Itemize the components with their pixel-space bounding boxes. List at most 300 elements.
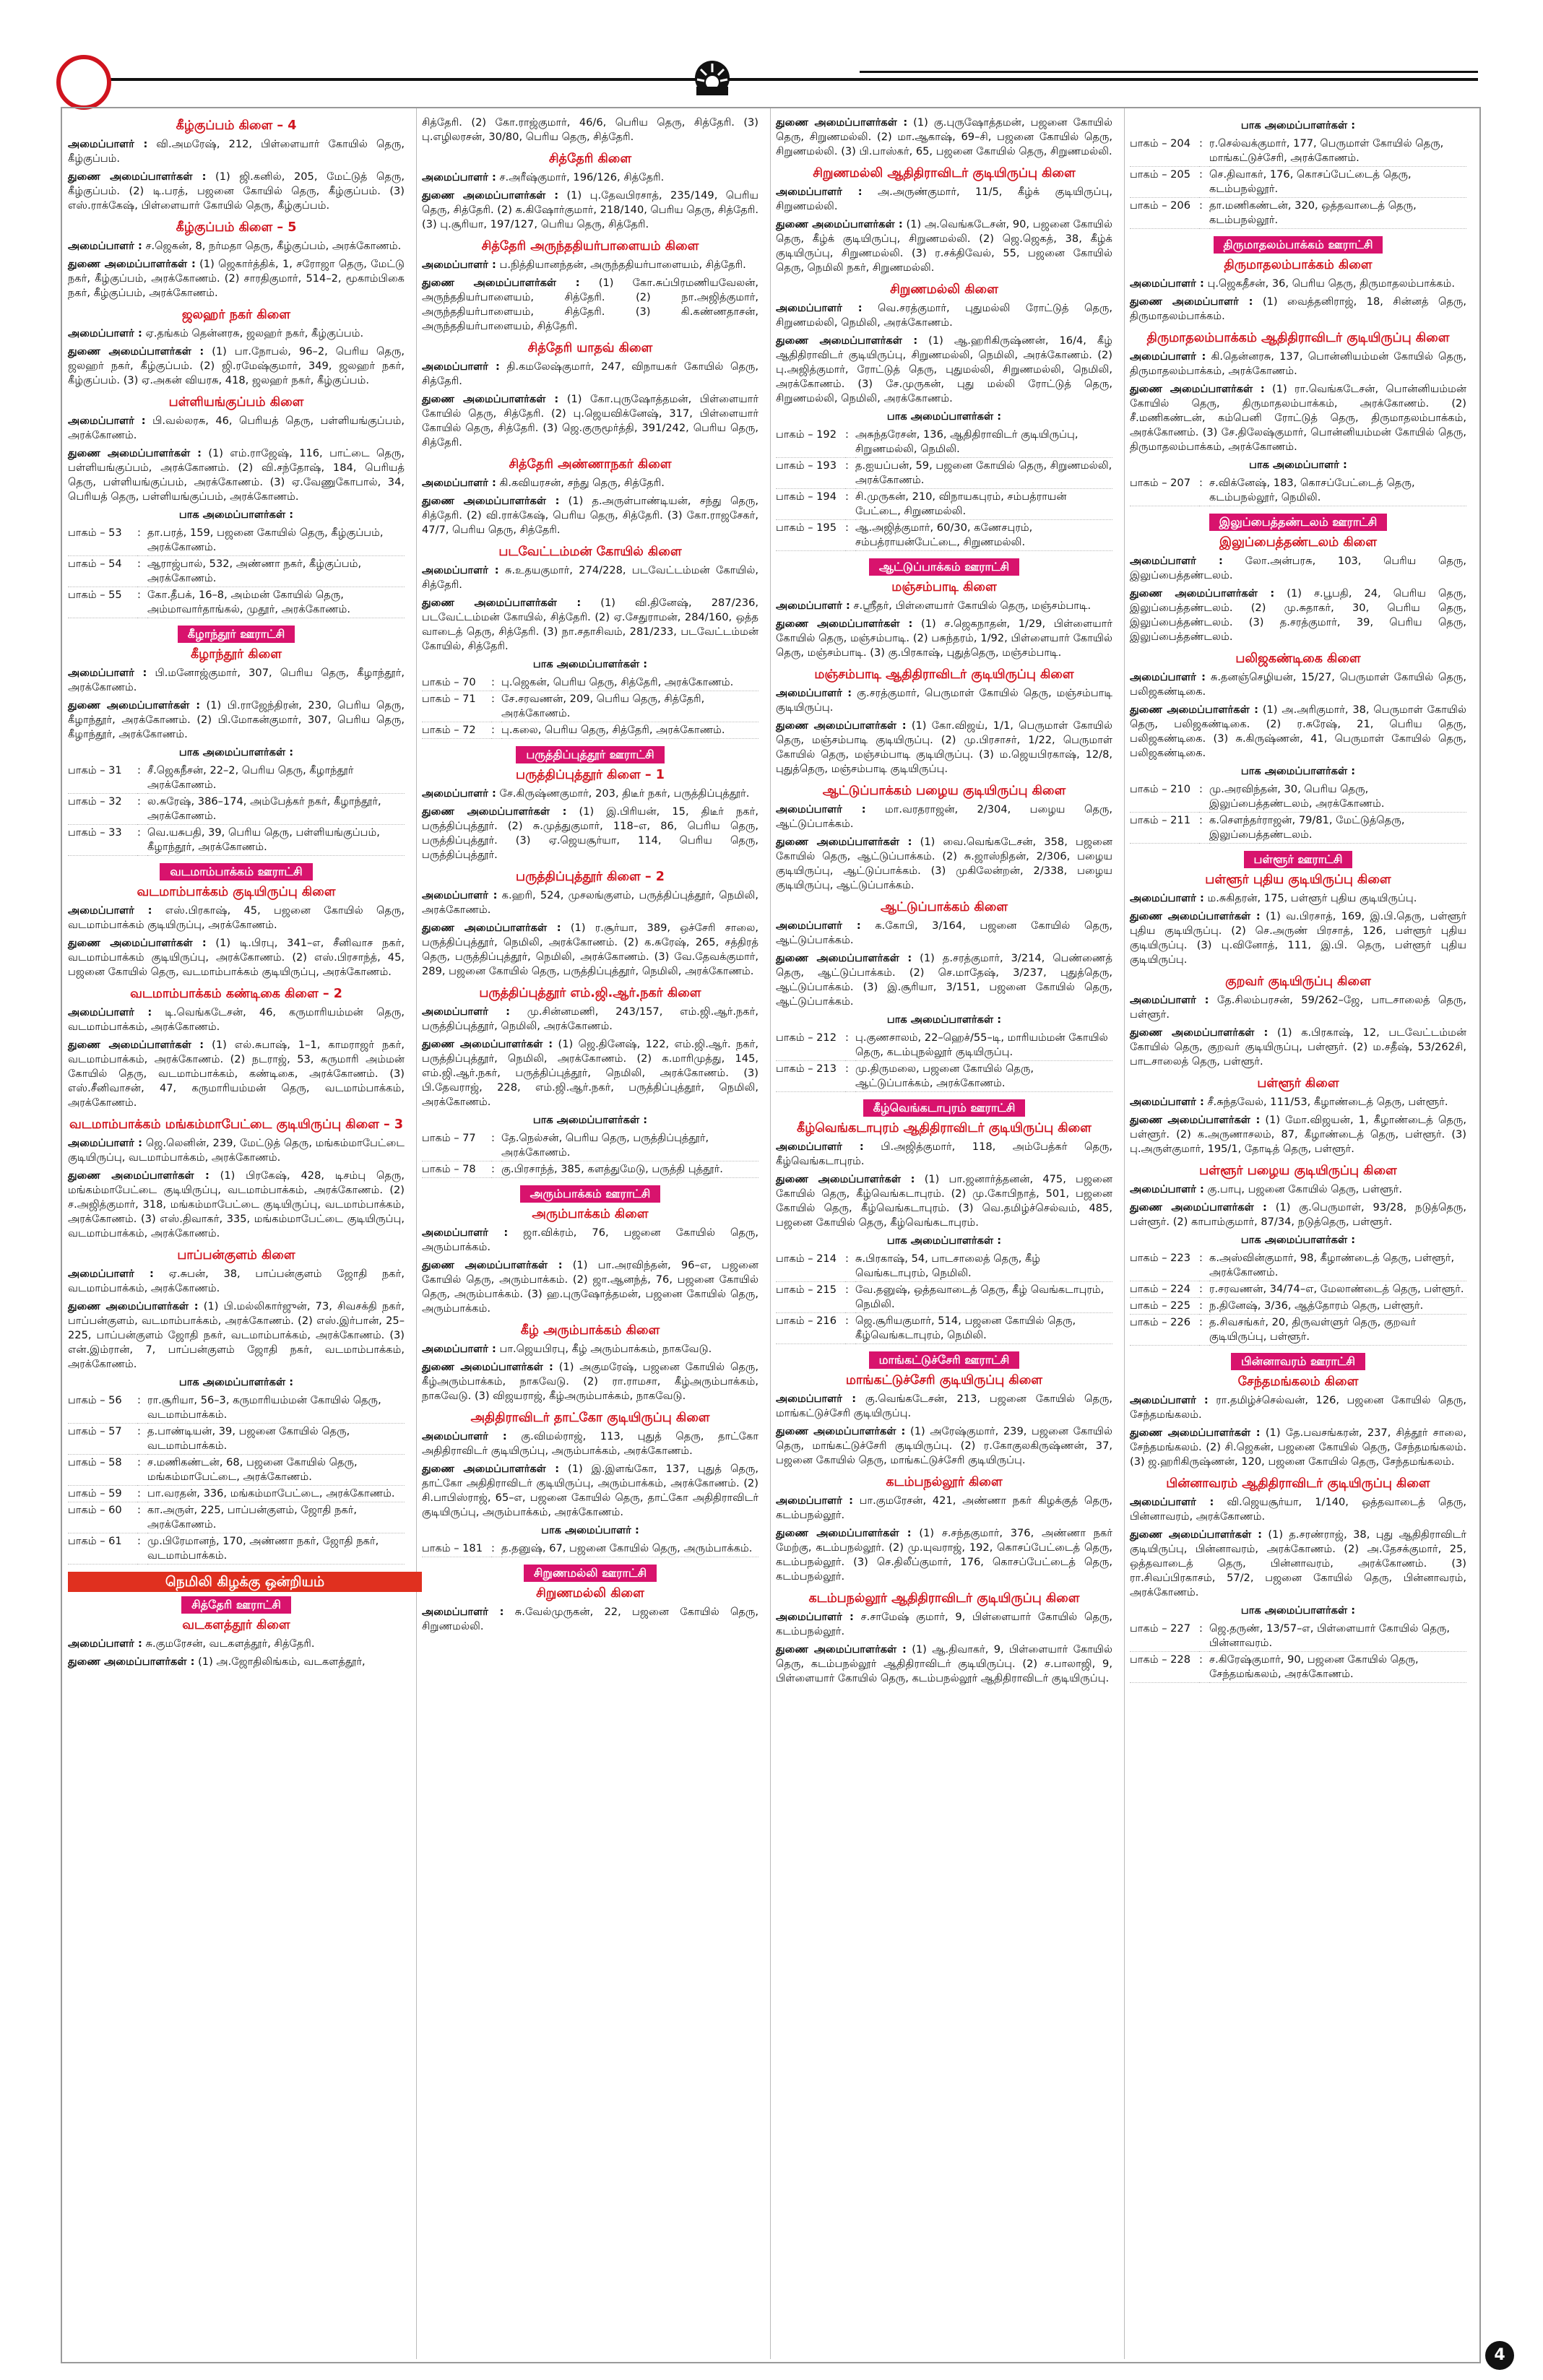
branch-section [1130, 1164, 1466, 1346]
booth-row [1130, 167, 1466, 198]
organizer-role-label: அமைப்பாளர் : [776, 1611, 854, 1623]
organizer-details: (1) வ.பிரசாத், 169, இ.பி.தெரு, பள்ளூர் புதிய குடியிருப்பு. (2) செ.அருண் பிரசாத், 126, பள்ளூர் புதிய குடியிருப்பு. (3) பு.வினோத், 111, இ.பி. தெரு, பள்ளூர் புதிய குடியிருப்பு. [1130, 910, 1467, 966]
booth-organizer: க.சௌந்தர்ராஜன், 79/81, மேட்டுத்தெரு, இலுப்பைத்தண்டலம். [1209, 813, 1466, 844]
booth-number: பாகம் – 78 [422, 1161, 491, 1178]
branch-section [422, 545, 758, 739]
booth-number: பாகம் – 70 [422, 675, 491, 691]
organizer-details: (1) ஜி.கனில், 205, மேட்டுத் தெரு, கீழ்குப்பம். (2) டி.பரத், பஜனை கோயில் தெரு, கீழ்குப்பம். (3) எஸ்.ராக்கேஷ், பிள்ளையார் கோயில் தெரு, கீழ்குப்பம். [68, 170, 405, 212]
branch-title: சித்தேரி அண்ணாநகர் கிளை [509, 457, 672, 472]
organizer-details: டி.வெங்கடேசன், 46, கருமாரியம்மன் தெரு, வடமாம்பாக்கம், அரக்கோணம். [68, 1006, 405, 1033]
booth-table [422, 1541, 758, 1557]
booth-row [422, 1541, 758, 1557]
organizer-entry [422, 1462, 758, 1520]
organizer-role-label: அமைப்பாளர் : [422, 259, 496, 271]
organizer-details: (1) த.சரத்குமார், 3/214, பெண்ணைத் தெரு, ஆட்டுப்பாக்கம். (2) செ.மாதேஷ், 3/237, புதுத்தெரு, ஆட்டுப்பாக்கம். (3) இ.சூரியா, 3/151, பஜனை கோயில் தெரு, ஆட்டுப்பாக்கம். [776, 952, 1112, 1008]
column-1 [68, 116, 405, 1676]
booth-colon: : [137, 1533, 147, 1565]
branch-title: கீழ்வெங்கடாபுரம் ஆதிதிராவிடர் குடியிருப்பு கிளை [797, 1121, 1092, 1135]
booth-colon: : [845, 489, 855, 520]
booth-organizer: சீ.ஜெகநீசன், 22–2, பெரிய தெரு, கீழாந்தூர் அரக்கோணம். [147, 763, 405, 794]
booth-colon: : [137, 825, 147, 856]
organizer-details: (1) வைத்தனிராஜ், 18, சின்னத் தெரு, திருமாதலம்பாக்கம். [1130, 295, 1466, 322]
booth-colon: : [137, 1393, 147, 1424]
booth-row [422, 1161, 758, 1178]
booth-organizer: சு.பிரகாஷ், 54, பாடசாலைத் தெரு, கீழ் வெங்கடாபுரம், நெமிலி. [855, 1251, 1112, 1282]
organizer-role-label: அமைப்பாளர் : [776, 919, 861, 932]
branch-section [1130, 1353, 1466, 1469]
branch-title: சிறுணமல்லி கிளை [890, 282, 998, 297]
organizer-role-label: அமைப்பாளர் : [68, 1137, 143, 1149]
column-divider [416, 108, 417, 2359]
branch-title: திருமாதலம்பாக்கம் கிளை [1224, 258, 1373, 272]
organizer-details: ரா.தமிழ்ச்செல்வன், 126, பஜனை கோயில் தெரு, சேந்தமங்கலம். [1130, 1394, 1467, 1421]
organizer-details: (1) தே.பவசங்கரன், 237, சித்தூர் சாலை, சேந்தமங்கலம். (2) சி.ஜெகன், பஜனை கோயில் தெரு, சேந்தமங்கலம். (3) ஜ.ஹரிகிருஷ்ணன், 120, பஜனை கோயில் தெரு, சேந்தமங்கலம். [1130, 1427, 1466, 1468]
organizer-role-label: அமைப்பாளர் : [422, 1226, 509, 1239]
organizer-role-label: துணை அமைப்பாளர்கள் : [68, 447, 202, 459]
organizer-entry [68, 1655, 405, 1669]
organizer-role-label: அமைப்பாளர் : [1130, 1496, 1214, 1508]
organizer-entry [1130, 1426, 1466, 1469]
organizer-role-label: அமைப்பாளர் : [68, 1637, 142, 1650]
organizer-entry [776, 835, 1112, 893]
organizer-details: (1) இ.பிரியன், 15, திடீர் நகர், பருத்திப்புத்தூர். (2) சு.முத்துகுமார், 118–எ, 86, பெரிய தெரு, பருத்திப்புத்தூர். (3) ஏ.ஜெயசூர்யா, 114, பெரிய தெரு, பருத்திப்புத்தூர். [422, 805, 758, 861]
booth-number: பாகம் – 192 [776, 427, 845, 458]
organizer-role-label: அமைப்பாளர் : [1130, 1394, 1209, 1406]
booth-colon: : [1199, 167, 1209, 198]
booth-organizer: ர.சரவணன், 34/74–எ, மேலாண்டைத் தெரு, பள்ளூர். [1209, 1281, 1466, 1298]
booth-organizers-heading: பாக அமைப்பாளர்கள் : [178, 509, 294, 521]
organizer-role-label: துணை அமைப்பாளர்கள் : [776, 218, 903, 230]
booth-row [422, 722, 758, 739]
booth-organizer: ந.தினேஷ், 3/36, ஆத்தோரம் தெரு, பள்ளூர். [1209, 1298, 1466, 1315]
organizer-role-label: துணை அமைப்பாளர்கள் : [68, 937, 207, 949]
booth-organizer: ச.மணிகண்டன், 68, பஜனை கோயில் தெரு, மங்கம்மாபேட்டை, அரக்கோணம். [147, 1455, 405, 1486]
branch-title: வடமாம்பாக்கம் மங்கம்மாபேட்டை குடியிருப்பு கிளை – 3 [69, 1117, 404, 1132]
organizer-role-label: துணை அமைப்பாளர்கள் : [776, 1173, 915, 1185]
organizer-role-label: துணை அமைப்பாளர்கள் : [776, 116, 908, 129]
booth-organizer: ஆ.அஜித்குமார், 60/30, கணேசபுரம், சம்பத்ராயன்பேட்டை, சிறுணமல்லி. [855, 520, 1112, 551]
organizer-entry [68, 1038, 405, 1110]
booth-colon: : [137, 794, 147, 825]
organizer-details: (1) ஆ.ஹரிகிருஷ்ணன், 16/4, கீழ் ஆதிதிராவிடர் குடியிருப்பு, சிறுணமல்லி, நெமிலி, அரக்கோணம். (2) பு.அஜித்குமார், ரோட்டுத் தெரு, புதுமல்லி, சிறுணமல்லி, நெமிலி, அரக்கோணம். (3) சே.முருகன், புது மல்லி ரோட்டுத் தெரு, சிறுணமல்லி, நெமிலி, அரக்கோணம். [776, 334, 1112, 404]
booth-row [776, 1030, 1112, 1061]
organizer-details: (1) க.பிரகாஷ், 12, படவேட்டம்மன் கோயில் தெரு, குறவர் குடியிருப்பு, பள்ளூர். (2) ம.சதீஷ், 53/262சி, பாடசாலைத் தெரு, பள்ளூர். [1130, 1026, 1466, 1068]
booth-number: பாகம் – 215 [776, 1282, 845, 1313]
branch-title: கடம்பநல்லூர் கிளை [886, 1475, 1003, 1489]
organizer-details: மு.சின்னமணி, 243/157, எம்.ஜி.ஆர்.நகர், பருத்திப்புத்தூர், நெமிலி, அரக்கோணம். [422, 1005, 759, 1032]
booth-number: பாகம் – 224 [1130, 1281, 1199, 1298]
booth-organizer: கு.பிரசாந்த், 385, களத்துமேடு, பருத்தி புத்தூர். [501, 1161, 758, 1178]
branch-section [1130, 1076, 1466, 1156]
branch-title: சிறுணமல்லி ஆதிதிராவிடர் குடியிருப்பு கிளை [813, 166, 1076, 181]
organizer-details: ச.அரீஷ்குமார், 196/126, சித்தேரி. [499, 171, 665, 183]
organizer-entry [776, 116, 1112, 159]
organizer-role-label: அமைப்பாளர் : [1130, 671, 1206, 683]
organizer-entry [1130, 1393, 1466, 1422]
organizer-role-label: துணை அமைப்பாளர்கள் : [422, 922, 561, 934]
organizer-role-label: துணை அமைப்பாளர்கள் : [68, 699, 201, 711]
organizer-entry [776, 185, 1112, 214]
booth-organizer: ர.செல்வக்குமார், 177, பெருமாள் கோயில் தெரு, மாங்கட்டுச்சேரி, அரக்கோணம். [1209, 136, 1466, 167]
booth-colon: : [491, 1161, 501, 1178]
organizer-role-label: அமைப்பாளர் : [776, 186, 863, 198]
organizer-entry [776, 1392, 1112, 1421]
booth-row [1130, 1250, 1466, 1281]
booth-number: பாகம் – 54 [68, 556, 137, 587]
booth-colon: : [491, 1130, 501, 1161]
booth-number: பாகம் – 71 [422, 691, 491, 722]
booth-colon: : [137, 763, 147, 794]
panchayat-banner: பருத்திப்புத்தூர் ஊராட்சி [516, 746, 664, 763]
organizer-role-label: துணை அமைப்பாளர்கள் : [422, 1361, 553, 1373]
booth-organizer: வே.தனுஷ், ஒத்தவாடைத் தெரு, கீழ் வெங்கடாபுரம், நெமிலி. [855, 1282, 1112, 1313]
organizer-details: (1) ச.பூபதி, 24, பெரிய தெரு, இலுப்பைத்தண்டலம். (2) மு.சுதாகர், 30, பெரிய தெரு, இலுப்பைத்தண்டலம். (3) த.சரத்குமார், 39, பெரிய தெரு, இலுப்பைத்தண்டலம். [1130, 587, 1467, 643]
organizer-role-label: துணை அமைப்பாளர்கள் : [68, 1300, 199, 1312]
organizer-entry [422, 1005, 758, 1034]
branch-section [68, 863, 405, 979]
organizer-role-label: துணை அமைப்பாளர்கள் : [1130, 1026, 1268, 1039]
organizer-entry [776, 951, 1112, 1009]
organizer-entry [1130, 909, 1466, 967]
organizer-details: (1) பா.ஜனார்த்தனன், 475, பஜனை கோயில் தெரு, கீழ்வெங்கடாபுரம். (2) மு.கோபிநாத், 501, பஜனை கோயில் தெரு, கீழ்வெங்கடாபுரம். (3) வெ.தமிழ்ச்செல்வம், 485, பஜனை கோயில் தெரு, கீழ்வெங்கடாபுரம். [776, 1173, 1112, 1229]
booth-organizers-heading: பாக அமைப்பாளர்கள் : [532, 658, 648, 670]
branch-section [776, 1099, 1112, 1344]
branch-title: பள்ளியங்குப்பம் கிளை [168, 395, 304, 410]
branch-title: அரும்பாக்கம் கிளை [532, 1207, 649, 1221]
organizer-role-label: அமைப்பாளர் : [1130, 892, 1204, 904]
branch-title: படவேட்டம்மன் கோயில் கிளை [498, 545, 682, 559]
booth-table [776, 1030, 1112, 1092]
organizer-details: ஏ.சுபன், 38, பாப்பன்குளம் ஜோதி நகர், வடமாம்பாக்கம், அரக்கோணம். [68, 1268, 405, 1294]
column-divider [770, 108, 771, 2359]
branch-title: பலிஜகண்டிகை கிளை [1235, 652, 1361, 666]
branch-title: குறவர் குடியிருப்பு கிளை [1225, 974, 1371, 989]
booth-colon: : [1199, 782, 1209, 813]
organizer-entry [776, 301, 1112, 330]
organizer-entry [422, 888, 758, 917]
organizer-role-label: அமைப்பாளர் : [1130, 1096, 1204, 1108]
booth-colon: : [845, 1282, 855, 1313]
organizer-entry [422, 360, 758, 389]
organizer-details: (1) ரா.வெங்கடேசன், பொன்னியம்மன் கோயில் தெரு, திருமாதலம்பாக்கம், அரக்கோணம். (2) சீ.மணிகண்டன், கம்பெனி ரோட்டுத் தெரு, திருமாதலம்பாக்கம், அரக்கோணம். (3) சே.திலேஷ்குமார், பொன்னியம்மன் கோயில் தெரு, திருமாதலம்பாக்கம், அரக்கோணம். [1130, 383, 1466, 453]
organizer-details: கி.தென்னரசு, 137, பொன்னியம்மன் கோயில் தெரு, திருமாதலம்பாக்கம், அரக்கோணம். [1130, 350, 1467, 377]
organizer-role-label: துணை அமைப்பாளர்கள் : [68, 1169, 209, 1182]
organizer-role-label: துணை அமைப்பாளர்கள் : [422, 189, 559, 202]
booth-colon: : [845, 1030, 855, 1061]
booth-number: பாகம் – 213 [776, 1061, 845, 1092]
branch-title: மஞ்சம்பாடி கிளை [891, 580, 997, 594]
booth-organizer: த.ஐயப்பன், 59, பஜனை கோயில் தெரு, சிறுணமல்லி, அரக்கோணம். [855, 458, 1112, 489]
branch-title: வடகளத்தூர் கிளை [182, 1618, 290, 1632]
organizer-role-label: துணை அமைப்பாளர்கள் : [776, 618, 913, 630]
organizer-role-label: அமைப்பாளர் : [1130, 994, 1209, 1006]
organizer-details: (1) ச.ஜெகநாதன், 1/29, பிள்ளையார் கோயில் தெரு, மஞ்சம்பாடி. (2) பசுந்தரம், 1/92, பிள்ளையார் கோயில் தெரு, மஞ்சம்பாடி. (3) கு.பிரகாஷ், புதுத்தெரு, மஞ்சம்பாடி. [776, 618, 1112, 659]
branch-section [422, 152, 758, 232]
booth-table [68, 763, 405, 856]
organizer-entry [68, 239, 405, 254]
organizer-role-label: துணை அமைப்பாளர்கள் : [422, 393, 559, 405]
booth-organizers-heading: பாக அமைப்பாளர்கள் : [886, 1013, 1002, 1026]
organizer-entry [68, 1169, 405, 1241]
organizer-role-label: அமைப்பாளர் : [422, 1430, 507, 1442]
branch-section [68, 395, 405, 618]
booth-number: பாகம் – 72 [422, 722, 491, 739]
organizer-role-label: துணை அமைப்பாளர்கள் : [1130, 587, 1275, 600]
organizer-details: (1) அரேஷ்குமார், 239, பஜனை கோயில் தெரு, மாங்கட்டுச்சேரி குடியிருப்பு. (2) ர.கோகுலகிருஷ்ணன், 37, பஜனை கோயில் தெரு, மாங்கட்டுச்சேரி குடியிருப்பு. [776, 1425, 1113, 1466]
organizer-role-label: துணை அமைப்பாளர்கள் : [1130, 1427, 1261, 1439]
organizer-entry [1130, 1095, 1466, 1109]
organizer-details: கு.வெங்கடேசன், 213, பஜனை கோயில் தெரு, மாங்கட்டுச்சேரி குடியிருப்பு. [776, 1393, 1112, 1419]
booth-number: பாகம் – 225 [1130, 1298, 1199, 1315]
page-number-badge: 4 [1485, 2341, 1514, 2370]
branch-section [68, 987, 405, 1110]
organizer-details: (1) ஜெகார்த்திக், 1, சரோஜா தெரு, மேட்டு நகர், கீழ்குப்பம், அரக்கோணம். (2) சாரதிகுமார், 514–2, மூகாம்பிகை நகர், கீழ்குப்பம், அரக்கோணம். [68, 258, 405, 299]
panchayat-banner: திருமாதலம்பாக்கம் ஊராட்சி [1214, 236, 1383, 254]
booth-number: பாகம் – 32 [68, 794, 137, 825]
booth-colon: : [137, 1424, 147, 1455]
organizer-entry [1130, 350, 1466, 378]
organizer-details: கி.கவியரசன், சந்து தெரு, சித்தேரி. [499, 477, 665, 489]
organizer-details: (1) கோ.புருஷோத்தமன், பிள்ளையார் கோயில் தெரு, சித்தேரி. (2) பு.ஜெயவிக்னேஷ், 317, பிள்ளையார் கோயில் தெரு, சித்தேரி. (3) ஜெ.குருமூர்த்தி, 391/242, பெரிய தெரு, சித்தேரி. [422, 393, 758, 449]
organizer-details: சு.தனஞ்செழியன், 15/27, பெருமாள் கோயில் தெரு, பலிஜகண்டிகை. [1130, 671, 1467, 698]
branch-section [1130, 236, 1466, 324]
booth-row [776, 458, 1112, 489]
organizer-entry [776, 719, 1112, 776]
booth-organizer: தா.மணிகண்டன், 320, ஒத்தவாடைத் தெரு, கடம்பநல்லூர். [1209, 198, 1466, 229]
branch-section [1130, 1476, 1466, 1683]
booth-number: பாகம் – 207 [1130, 475, 1199, 506]
organizer-entry [422, 170, 758, 185]
organizer-entry [1130, 891, 1466, 906]
booth-table [1130, 475, 1466, 506]
booth-row [68, 587, 405, 618]
organizer-details: பு.ஜெகதீசன், 36, பெரிய தெரு, திருமாதலம்பாக்கம். [1207, 277, 1455, 290]
organizer-entry [68, 1136, 405, 1165]
booth-colon: : [137, 1455, 147, 1486]
panchayat-banner: கீழாந்தூர் ஊராட்சி [178, 626, 295, 643]
booth-organizer: ல.சுரேஷ், 386–174, அம்பேத்கர் நகர், கீழாந்தூர், அரக்கோணம். [147, 794, 405, 825]
organizer-entry [1130, 1495, 1466, 1524]
organizer-details: கு.பாபு, பஜனை கோயில் தெரு, பள்ளூர். [1207, 1183, 1403, 1195]
booth-number: பாகம் – 223 [1130, 1250, 1199, 1281]
booth-row [1130, 475, 1466, 506]
organizer-role-label: துணை அமைப்பாளர்கள் : [1130, 383, 1265, 395]
organizer-entry [68, 414, 405, 443]
booth-row [422, 675, 758, 691]
organizer-details: (1) பா.நோபல், 96–2, பெரிய தெரு, ஜலஹர் நகர், கீழ்குப்பம். (2) ஜி.ரமேஷ்குமார், 349, ஜலஹர் நகர், கீழ்குப்பம். (3) ஏ.அகன் வியரசு, 418, ஜலஹர் நகர், கீழ்குப்பம். [68, 345, 405, 386]
organizer-role-label: துணை அமைப்பாளர்கள் : [1130, 1201, 1267, 1213]
organizer-role-label: அமைப்பாளர் : [68, 240, 142, 252]
organizer-role-label: அமைப்பாளர் : [422, 564, 499, 576]
booth-row [1130, 198, 1466, 229]
booth-colon: : [1199, 475, 1209, 506]
organizer-entry [776, 217, 1112, 275]
organizer-details: (1) அ.ஜோதிலிங்கம், வடகளத்தூர், [198, 1656, 366, 1668]
booth-row [1130, 813, 1466, 844]
organizer-details: பா.ஜெயபிரபு, கீழ் அரும்பாக்கம், நாகவேடு. [499, 1343, 712, 1355]
organizer-entry [68, 904, 405, 932]
organizer-entry [422, 116, 758, 144]
panchayat-banner: பின்னாவரம் ஊராட்சி [1231, 1353, 1365, 1370]
organizer-details: (1) கோ.சுப்பிரமணியவேலன், அருந்ததியர்பாளையம், சித்தேரி. (2) நா.அஜித்குமார், அருந்ததியர்பாளையம், சித்தேரி. (3) கி.கண்ணதாசன், அருந்ததியர்பாளையம், சித்தேரி. [422, 277, 759, 332]
booth-number: பாகம் – 214 [776, 1251, 845, 1282]
organizer-entry [1130, 670, 1466, 699]
branch-title: பருத்திப்புத்தூர் எம்.ஜி.ஆர்.நகர் கிளை [479, 986, 701, 1000]
organizer-entry [422, 189, 758, 232]
organizer-entry [422, 1605, 758, 1634]
organizer-details: (1) பி.மல்லிகார்ஜுன், 73, சிவசக்தி நகர், பாப்பன்குளம், வடமாம்பாக்கம், அரக்கோணம். (2) எஸ்.இர்பான், 25–225, பாப்பன்குளம் ஜோதி நகர், வடமாம்பாக்கம், அரக்கோணம். (3) என்.இம்ரான், 7, பாப்பன்குளம் ஜோதி நகர், வடமாம்பாக்கம், அரக்கோணம். [68, 1300, 405, 1370]
organizer-role-label: துணை அமைப்பாளர்கள் : [422, 597, 582, 609]
organizer-entry [422, 1258, 758, 1316]
organizer-entry [422, 1226, 758, 1255]
organizer-entry [1130, 993, 1466, 1022]
booth-row [1130, 136, 1466, 167]
branch-section [422, 457, 758, 537]
booth-organizers-heading: பாக அமைப்பாளர் : [1249, 459, 1347, 471]
organizer-entry [68, 446, 405, 504]
organizer-details: சு.வேல்முருகன், 22, பஜனை கோயில் தெரு, சிறுணமல்லி. [422, 1606, 759, 1632]
organizer-details: சு.உதயகுமார், 274/228, படவேட்டம்மன் கோயில், சித்தேரி. [422, 564, 759, 591]
organizer-details: (1) ஆ.திவாகர், 9, பிள்ளையார் கோயில் தெரு, கடம்பநல்லூர் ஆதிதிராவிடர் குடியிருப்பு. (2) ச.பாலாஜி, 9, பிள்ளையார் கோயில் தெரு, கடம்பநல்லூர் ஆதிதிராவிடர் குடியிருப்பு. [776, 1643, 1113, 1684]
organizer-role-label: அமைப்பாளர் : [776, 687, 852, 699]
organizer-entry [422, 258, 758, 272]
branch-section [776, 784, 1112, 893]
booth-organizer: ச.விக்னேஷ், 183, கொசப்பேட்டைத் தெரு, கடம்பநல்லூர், நெமிலி. [1209, 475, 1466, 506]
organizer-role-label: அமைப்பாளர் : [422, 171, 496, 183]
organizer-role-label: துணை அமைப்பாளர் : [1130, 295, 1253, 308]
booth-colon: : [1199, 136, 1209, 167]
branch-title: கீழ் அரும்பாக்கம் கிளை [520, 1323, 660, 1338]
branch-section [68, 1117, 405, 1241]
branch-section [422, 239, 758, 334]
booth-colon: : [1199, 198, 1209, 229]
booth-number: பாகம் – 33 [68, 825, 137, 856]
booth-organizer: அசுந்தரேசன், 136, ஆதிதிராவிடர் குடியிருப்பு, சிறுணமல்லி, நெமிலி. [855, 427, 1112, 458]
organizer-entry [776, 686, 1112, 715]
organizer-details: (1) இ.இளங்கோ, 137, புதுத் தெரு, தாட்கோ அதிதிராவிடர் குடியிருப்பு, அரும்பாக்கம், அரக்கோணம். (2) சி.பாபிஸ்ராஜ், 65–எ, பஜனை கோயில் தெரு, தாட்கோ அதிதிராவிடர் குடியிருப்பு, அரும்பாக்கம், அரக்கோணம். [422, 1463, 758, 1518]
organizer-entry [1130, 703, 1466, 761]
booth-table [1130, 1250, 1466, 1346]
booth-colon: : [137, 1486, 147, 1502]
organizer-role-label: துணை அமைப்பாளர்கள் : [776, 1527, 912, 1539]
panchayat-banner: சிறுணமல்லி ஊராட்சி [524, 1565, 657, 1582]
booth-number: பாகம் – 195 [776, 520, 845, 551]
booth-colon: : [491, 722, 501, 739]
organizer-role-label: அமைப்பாளர் : [68, 415, 146, 427]
branch-section [1130, 851, 1466, 967]
organizer-role-label: துணை அமைப்பாளர்கள் : [422, 495, 560, 507]
organizer-details: ச.ஜெகன், 8, நர்மதா தெரு, கீழ்குப்பம், அரக்கோணம். [145, 240, 402, 252]
booth-table [422, 1130, 758, 1178]
booth-colon: : [491, 675, 501, 691]
organizer-details: பா.குமரேசன், 421, அண்ணா நகர் கிழக்குத் தெரு, கடம்பநல்லூர். [776, 1494, 1112, 1521]
booth-row [422, 691, 758, 722]
organizer-entry [776, 599, 1112, 613]
organizer-role-label: துணை அமைப்பாளர்கள் : [422, 1463, 560, 1475]
branch-title: சித்தேரி அருந்ததியர்பாளையம் கிளை [481, 239, 699, 254]
organizer-role-label: துணை அமைப்பாளர்கள் : [68, 345, 204, 358]
organizer-details: தி.கமலேஷ்குமார், 247, விநாயகர் கோயில் தெரு, சித்தேரி. [422, 360, 758, 387]
organizer-role-label: துணை அமைப்பாளர்கள் : [1130, 1114, 1261, 1126]
booth-colon: : [1199, 1315, 1209, 1346]
booth-organizer: க.அஸ்வின்குமார், 98, கீழாண்டைத் தெரு, பள்ளூர், அரக்கோணம். [1209, 1250, 1466, 1281]
booth-number: பாகம் – 193 [776, 458, 845, 489]
organizer-role-label: துணை அமைப்பாளர்கள் : [422, 1038, 553, 1050]
organizer-details: கு.சரத்குமார், பெருமாள் கோயில் தெரு, மஞ்சம்பாடி குடியிருப்பு. [776, 687, 1113, 714]
booth-row [776, 1313, 1112, 1344]
booth-table [1130, 782, 1466, 844]
organizer-details: (1) பி.ராஜேந்திரன், 230, பெரிய தெரு, கீழாந்தூர், அரக்கோணம். (2) பி.மோகன்குமார், 307, பெரிய தெரு, கீழாந்தூர், அரக்கோணம். [68, 699, 405, 740]
organizer-role-label: துணை அமைப்பாளர்கள் : [776, 952, 912, 964]
organizer-role-label: துணை அமைப்பாளர்கள் : [776, 1425, 906, 1437]
branch-title: பாப்பன்குளம் கிளை [177, 1248, 295, 1263]
rising-sun-party-logo-icon [693, 59, 731, 97]
organizer-details: (1) அகுமரேஷ், பஜனை கோயில் தெரு, கீழ்அரும்பாக்கம், நாகவேடு. (2) ரா.ராமசா, கீழ்அரும்பாக்கம், நாகவேடு. (3) விஜயராஜ், கீழ்அரும்பாக்கம், நாகவேடு. [422, 1361, 758, 1402]
organizer-entry [422, 276, 758, 334]
organizer-details: ச.ஸ்ரீதர், பிள்ளையார் கோயில் தெரு, மஞ்சம்பாடி. [853, 600, 1092, 612]
organizer-entry [422, 921, 758, 979]
booth-row [68, 794, 405, 825]
panchayat-banner: வடமாம்பாக்கம் ஊராட்சி [160, 863, 312, 880]
booth-organizer: தா.பரத், 159, பஜனை கோயில் தெரு, கீழ்குப்பம், அரக்கோணம். [147, 525, 405, 556]
organizer-role-label: அமைப்பாளர் : [1130, 555, 1223, 567]
organizer-details: சித்தேரி. (2) கோ.ராஜ்குமார், 46/6, பெரிய தெரு, சித்தேரி. (3) பு.எழிலரசன், 30/80, பெரிய தெரு, சித்தேரி. [422, 116, 758, 143]
organizer-details: பி.அஜித்குமார், 118, அம்பேத்கர் தெரு, கீழ்வெங்கடாபுரம். [776, 1141, 1113, 1167]
booth-row [1130, 1315, 1466, 1346]
booth-colon: : [137, 1502, 147, 1533]
branch-title: பள்ளூர் கிளை [1257, 1076, 1339, 1091]
booth-organizer: வெ.யசுபதி, 39, பெரிய தெரு, பள்ளியங்குப்பம், கீழாந்தூர், அரக்கோணம். [147, 825, 405, 856]
branch-section [776, 282, 1112, 551]
booth-row [68, 825, 405, 856]
organizer-entry [776, 1424, 1112, 1468]
booth-number: பாகம் – 210 [1130, 782, 1199, 813]
organizer-role-label: அமைப்பாளர் : [776, 600, 850, 612]
branch-title: மாங்கட்டுச்சேரி குடியிருப்பு கிளை [845, 1373, 1043, 1388]
organizer-role-label: அமைப்பாளர் : [422, 477, 496, 489]
organizer-role-label: துணை அமைப்பாளர்கள் : [776, 719, 907, 732]
organizer-details: (1) த.அருள்பாண்டியன், சந்து தெரு, சித்தேரி. (2) வி.ராக்கேஷ், பெரிய தெரு, சித்தேரி. (3) கோ.ராஜசேகர், 47/7, பெரிய தெரு, சித்தேரி. [422, 495, 758, 536]
organizer-details: தே.சிலம்பரசன், 59/262–ஜே, பாடசாலைத் தெரு, பள்ளூர். [1130, 994, 1467, 1021]
column-divider [1124, 108, 1125, 2359]
booth-number: பாகம் – 77 [422, 1130, 491, 1161]
booth-row [1130, 1281, 1466, 1298]
branch-title: சிறுணமல்லி கிளை [536, 1586, 644, 1601]
organizer-details: சு.குமரேசன், வடகளத்தூர், சித்தேரி. [145, 1637, 315, 1650]
organizer-role-label: அமைப்பாளர் : [68, 904, 152, 917]
booth-organizer: பா.வரதன், 336, மங்கம்மாபேட்டை, அரக்கோணம். [147, 1486, 405, 1502]
organizer-details: ம.சுகிதரன், 175, பள்ளூர் புதிய குடியிருப்பு. [1207, 892, 1417, 904]
organizer-role-label: அமைப்பாளர் : [422, 1343, 496, 1355]
organizer-details: (1) எல்.சுபாஷ், 1–1, காமராஜர் நகர், வடமாம்பாக்கம், அரக்கோணம். (2) நடராஜ், 53, கருமாரி அம்மன் கோயில் தெரு, வடமாம்பாக்கம், கண்டிகை, அரக்கோணம். (3) எஸ்.சீனிவாசன், 47, கருமாரியம்மன் தெரு, வடமாம்பாக்கம், அரக்கோணம். [68, 1039, 405, 1109]
organizer-entry [776, 1643, 1112, 1686]
branch-section [1130, 652, 1466, 844]
organizer-entry [422, 563, 758, 592]
organizer-role-label: அமைப்பாளர் : [776, 1494, 853, 1507]
booth-organizer: கா.அருள், 225, பாப்பன்குளம், ஜோதி நகர், அரக்கோணம். [147, 1502, 405, 1533]
booth-colon: : [491, 1541, 501, 1557]
organizer-role-label: அமைப்பாளர் : [422, 787, 496, 800]
booth-table [776, 1251, 1112, 1344]
booth-row [776, 520, 1112, 551]
organizer-details: (1) ஜெ.தினேஷ், 122, எம்.ஜி.ஆர். நகர், பருத்திப்புத்தூர், நெமிலி, அரக்கோணம். (2) க.மாரிமுத்து, 145, எம்.ஜி.ஆர்.நகர், பருத்திப்புத்தூர், நெமிலி, அரக்கோணம். (3) பி.தேவராஜ், 228, எம்.ஜி.ஆர்.நகர், பருத்திப்புத்தூர், நெமிலி, அரக்கோணம். [422, 1038, 758, 1108]
organizer-details: (1) அ.அரிகுமார், 38, பெருமாள் கோயில் தெரு, பலிஜகண்டிகை. (2) ர.சுரேஷ், 21, பெரிய தெரு, பலிஜகண்டிகை. (3) சு.கிருஷ்ணன், 41, பெருமாள் கோயில் தெரு, பலிஜகண்டிகை. [1130, 704, 1467, 759]
organizer-entry [422, 494, 758, 537]
organizer-role-label: துணை அமைப்பாளர்கள் : [776, 334, 918, 347]
booth-row [68, 1424, 405, 1455]
booth-row [68, 556, 405, 587]
booth-organizer: ஆராஜ்பால், 532, அண்ணா நகர், கீழ்குப்பம், அரக்கோணம். [147, 556, 405, 587]
